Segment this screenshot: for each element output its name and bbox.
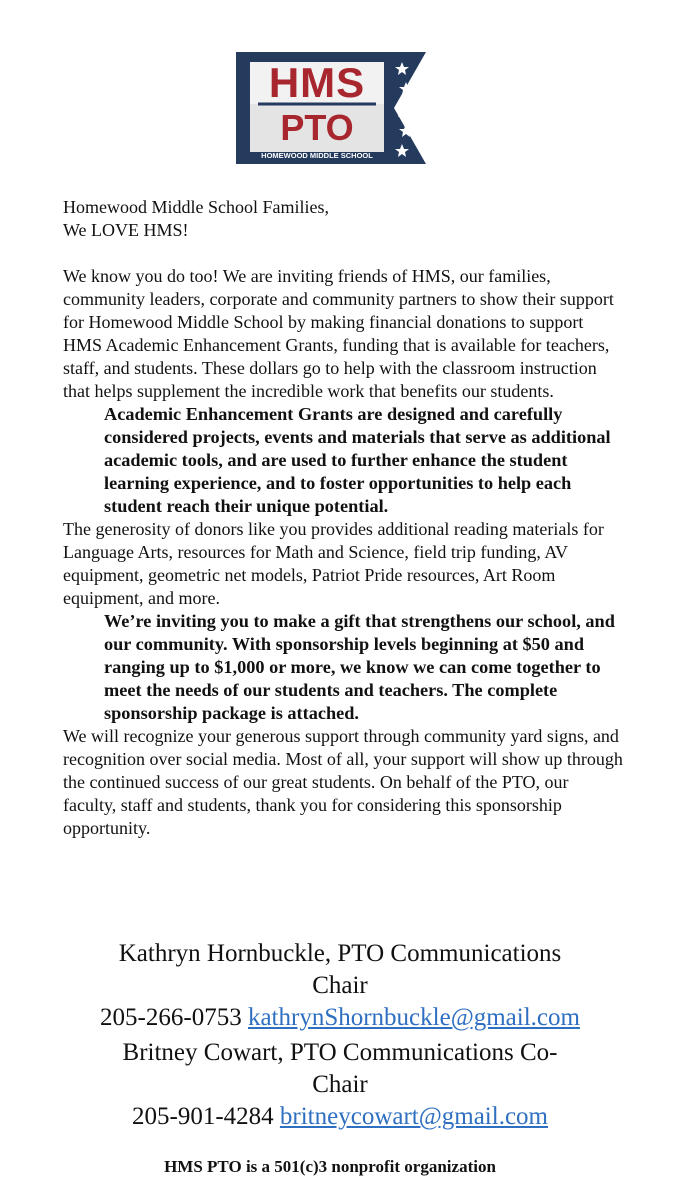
contact-phone-email — [0, 1002, 680, 1034]
contact-phone: 205-901-4284 — [132, 1103, 274, 1130]
contact-kathryn — [0, 938, 680, 1034]
nonprofit-footer: HMS PTO is a 501(c)3 nonprofit organization — [164, 1157, 496, 1176]
highlight-grants: Academic Enhancement Grants are designed and carefully considered projects, events and materials that serve as additional academic tools, and are used to further enhance the student learning experience, and to foster opportunities to help each student reach their unique potential. — [104, 404, 611, 516]
salutation: Homewood Middle School Families, — [63, 197, 329, 217]
paragraph-donors: The generosity of donors like you provides additional reading materials for Language Arts, resources for Math and Science, field trip funding, AV equipment, geometric net models, Patriot Pride resources, Art Room equipment, and more. — [63, 519, 604, 608]
contact-email-link[interactable]: kathrynShornbuckle@gmail.com — [247, 1004, 580, 1031]
contact-name-line1: Britney Cowart, PTO Communications Co- — [122, 1039, 558, 1066]
contact-name-line1: Kathryn Hornbuckle, PTO Communications — [118, 940, 562, 967]
contact-phone: 205-266-0753 — [100, 1004, 242, 1031]
contact-name-line2: Chair — [312, 1071, 368, 1098]
hms-pto-logo — [236, 52, 426, 164]
opening-line: We LOVE HMS! — [63, 220, 189, 240]
contact-britney — [0, 1037, 680, 1133]
paragraph-recognition: We will recognize your generous support through community yard signs, and recognition over social media. Most of all, your support will show up through the continued success of our great students. On behalf of the PTO, our faculty, staff and students, thank you for considering this sponsorship opportunity. — [63, 726, 623, 838]
contact-name-line2: Chair — [312, 972, 368, 999]
letter-body — [63, 196, 623, 840]
logo-school-text: HOMEWOOD MIDDLE SCHOOL — [261, 151, 373, 160]
paragraph-intro: We know you do too! We are inviting friends of HMS, our families, community leaders, corporate and community partners to show their support for Homewood Middle School by making financial donations to support HMS Academic Enhancement Grants, funding that is available for teachers, staff, and students. These dollars go to help with the classroom instruction that helps supplement the incredible work that benefits our students. — [63, 266, 614, 401]
contact-phone-email — [0, 1101, 680, 1133]
highlight-sponsorship: We’re inviting you to make a gift that strengthens our school, and our community. With sponsorship levels beginning at $50 and ranging up to $1,000 or more, we know we can come together to meet the needs of our students and teachers. The complete sponsorship package is attached. — [104, 611, 615, 723]
contact-email-link[interactable]: britneycowart@gmail.com — [279, 1103, 548, 1130]
logo-hms-text: HMS — [268, 59, 366, 106]
logo-pto-text: PTO — [280, 107, 354, 148]
